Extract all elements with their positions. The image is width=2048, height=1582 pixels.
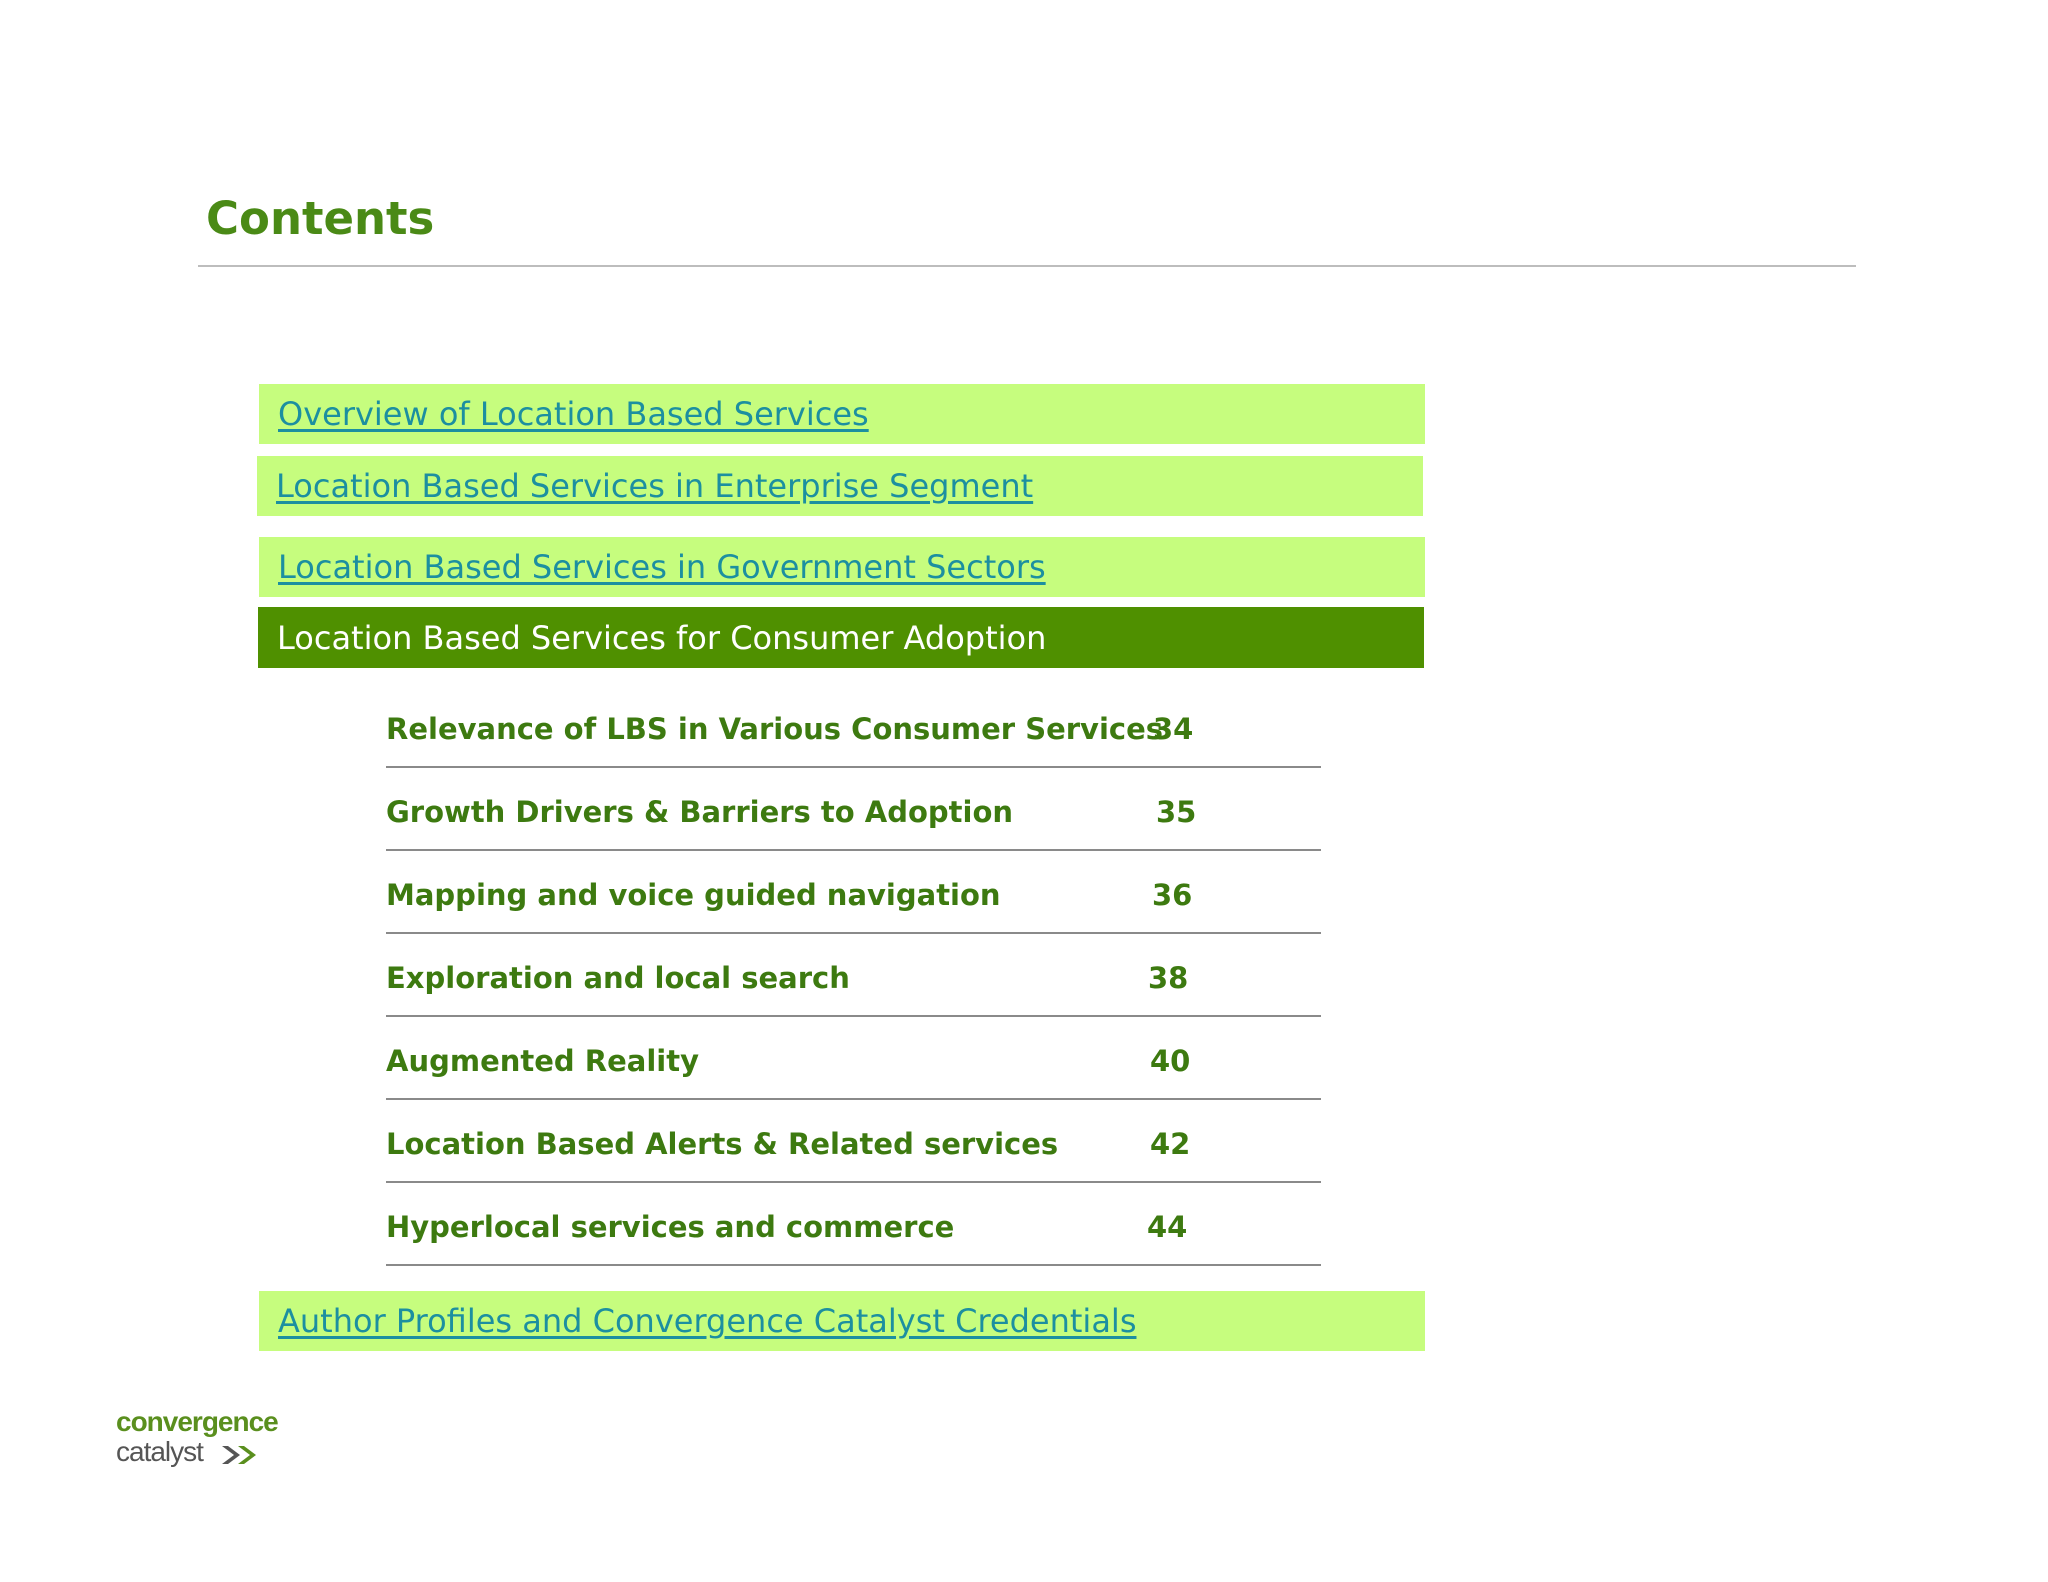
logo-text-catalyst: catalyst bbox=[116, 1436, 203, 1467]
list-item[interactable] bbox=[386, 768, 1321, 851]
list-item[interactable] bbox=[386, 1100, 1321, 1183]
list-item[interactable] bbox=[386, 1017, 1321, 1100]
subsection-label: Relevance of LBS in Various Consumer Services bbox=[386, 712, 1164, 746]
page-number: 38 bbox=[1148, 961, 1189, 995]
list-item[interactable] bbox=[386, 685, 1321, 768]
section-government[interactable] bbox=[259, 537, 1425, 597]
double-chevron-right-icon bbox=[220, 1444, 264, 1466]
list-item[interactable] bbox=[386, 934, 1321, 1017]
page-number: 34 bbox=[1153, 712, 1194, 746]
page-number: 36 bbox=[1152, 878, 1193, 912]
list-item[interactable] bbox=[386, 1183, 1321, 1266]
company-logo bbox=[116, 1406, 286, 1476]
section-consumer-label: Location Based Services for Consumer Adoption bbox=[277, 618, 1047, 657]
page-number: 35 bbox=[1156, 795, 1197, 829]
page-number: 40 bbox=[1150, 1044, 1191, 1078]
subsection-list bbox=[386, 685, 1321, 1266]
section-author-profiles-link[interactable]: Author Profiles and Convergence Catalyst Credentials bbox=[278, 1302, 1137, 1340]
section-overview[interactable] bbox=[259, 384, 1425, 444]
title-divider bbox=[198, 265, 1856, 267]
page-number: 42 bbox=[1150, 1127, 1191, 1161]
list-item[interactable] bbox=[386, 851, 1321, 934]
section-government-link[interactable]: Location Based Services in Government Sectors bbox=[278, 548, 1046, 586]
subsection-label: Mapping and voice guided navigation bbox=[386, 878, 1001, 912]
subsection-label: Augmented Reality bbox=[386, 1044, 699, 1078]
page-title: Contents bbox=[206, 192, 435, 245]
subsection-label: Hyperlocal services and commerce bbox=[386, 1210, 955, 1244]
logo-text-convergence: convergence bbox=[116, 1406, 278, 1437]
section-overview-link[interactable]: Overview of Location Based Services bbox=[278, 395, 869, 433]
subsection-label: Exploration and local search bbox=[386, 961, 850, 995]
section-enterprise-link[interactable]: Location Based Services in Enterprise Segment bbox=[276, 467, 1034, 505]
subsection-label: Location Based Alerts & Related services bbox=[386, 1127, 1059, 1161]
section-consumer-active[interactable] bbox=[258, 607, 1424, 668]
section-enterprise[interactable] bbox=[257, 456, 1423, 516]
page-number: 44 bbox=[1147, 1210, 1188, 1244]
section-author-profiles[interactable] bbox=[259, 1291, 1425, 1351]
subsection-label: Growth Drivers & Barriers to Adoption bbox=[386, 795, 1014, 829]
